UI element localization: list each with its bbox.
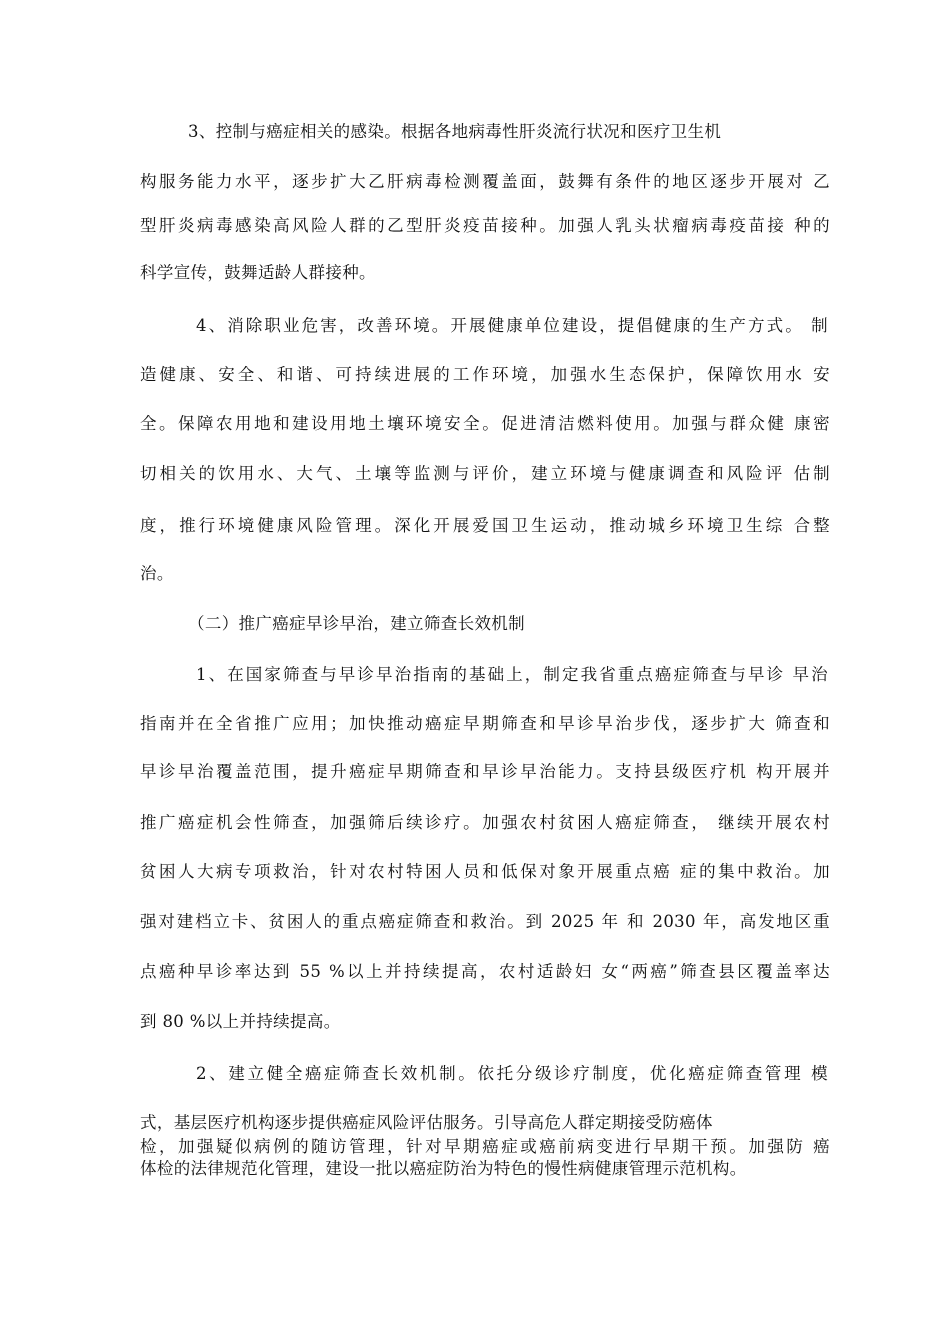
paragraph-line: 2、建立健全癌症筛查长效机制。依托分级诊疗制度，优化癌症筛查管理 模 <box>196 1064 828 1083</box>
paragraph-line: 科学宣传，鼓舞适龄人群接种。 <box>140 263 376 282</box>
paragraph-line: 治。 <box>140 564 174 583</box>
paragraph-line: 全。保障农用地和建设用地土壤环境安全。促进清洁燃料使用。加强与群众健 康密 <box>140 414 830 433</box>
paragraph-line: 度，推行环境健康风险管理。深化开展爱国卫生运动，推动城乡环境卫生综 合整 <box>140 516 830 535</box>
paragraph-line: 推广癌症机会性筛查，加强筛后续诊疗。加强农村贫困人癌症筛查， 继续开展农村 <box>140 813 830 832</box>
paragraph-line: 到 80 %以上并持续提高。 <box>140 1012 341 1031</box>
paragraph-line: 指南并在全省推广应用；加快推动癌症早期筛查和早诊早治步伐，逐步扩大 筛查和 <box>140 714 830 733</box>
paragraph-line: 3、控制与癌症相关的感染。根据各地病毒性肝炎流行状况和医疗卫生机 <box>188 122 722 141</box>
paragraph-line: 体检的法律规范化管理，建设一批以癌症防治为特色的慢性病健康管理示范机构。 <box>140 1159 747 1178</box>
paragraph-line: 检，加强疑似病例的随访管理，针对早期癌症或癌前病变进行早期干预。加强防 癌 <box>140 1138 830 1156</box>
paragraph-line: 造健康、安全、和谐、可持续进展的工作环境，加强水生态保护，保障饮用水 安 <box>140 365 830 384</box>
section-heading: （二）推广癌症早诊早治，建立筛查长效机制 <box>188 614 525 633</box>
paragraph-line: 型肝炎病毒感染高风险人群的乙型肝炎疫苗接种。加强人乳头状瘤病毒疫苗接 种的 <box>140 216 830 235</box>
paragraph-line: 4、消除职业危害，改善环境。开展健康单位建设，提倡健康的生产方式。 制 <box>196 316 828 335</box>
paragraph-line: 早诊早治覆盖范围，提升癌症早期筛查和早诊早治能力。支持县级医疗机 构开展并 <box>140 762 830 781</box>
paragraph-line: 1、在国家筛查与早诊早治指南的基础上，制定我省重点癌症筛查与早诊 早治 <box>196 665 828 684</box>
paragraph-line: 构服务能力水平，逐步扩大乙肝病毒检测覆盖面，鼓舞有条件的地区逐步开展对 乙 <box>140 172 830 191</box>
paragraph-line: 式，基层医疗机构逐步提供癌症风险评估服务。引导高危人群定期接受防癌体 <box>140 1113 713 1132</box>
paragraph-line: 切相关的饮用水、大气、土壤等监测与评价，建立环境与健康调查和风险评 估制 <box>140 464 830 483</box>
paragraph-line: 点癌种早诊率达到 55 %以上并持续提高，农村适龄妇 女“两癌”筛查县区覆盖率达 <box>140 962 830 981</box>
paragraph-line: 贫困人大病专项救治，针对农村特困人员和低保对象开展重点癌 症的集中救治。加 <box>140 862 830 881</box>
paragraph-line: 强对建档立卡、贫困人的重点癌症筛查和救治。到 2025 年 和 2030 年，高发地区重 <box>140 912 830 931</box>
